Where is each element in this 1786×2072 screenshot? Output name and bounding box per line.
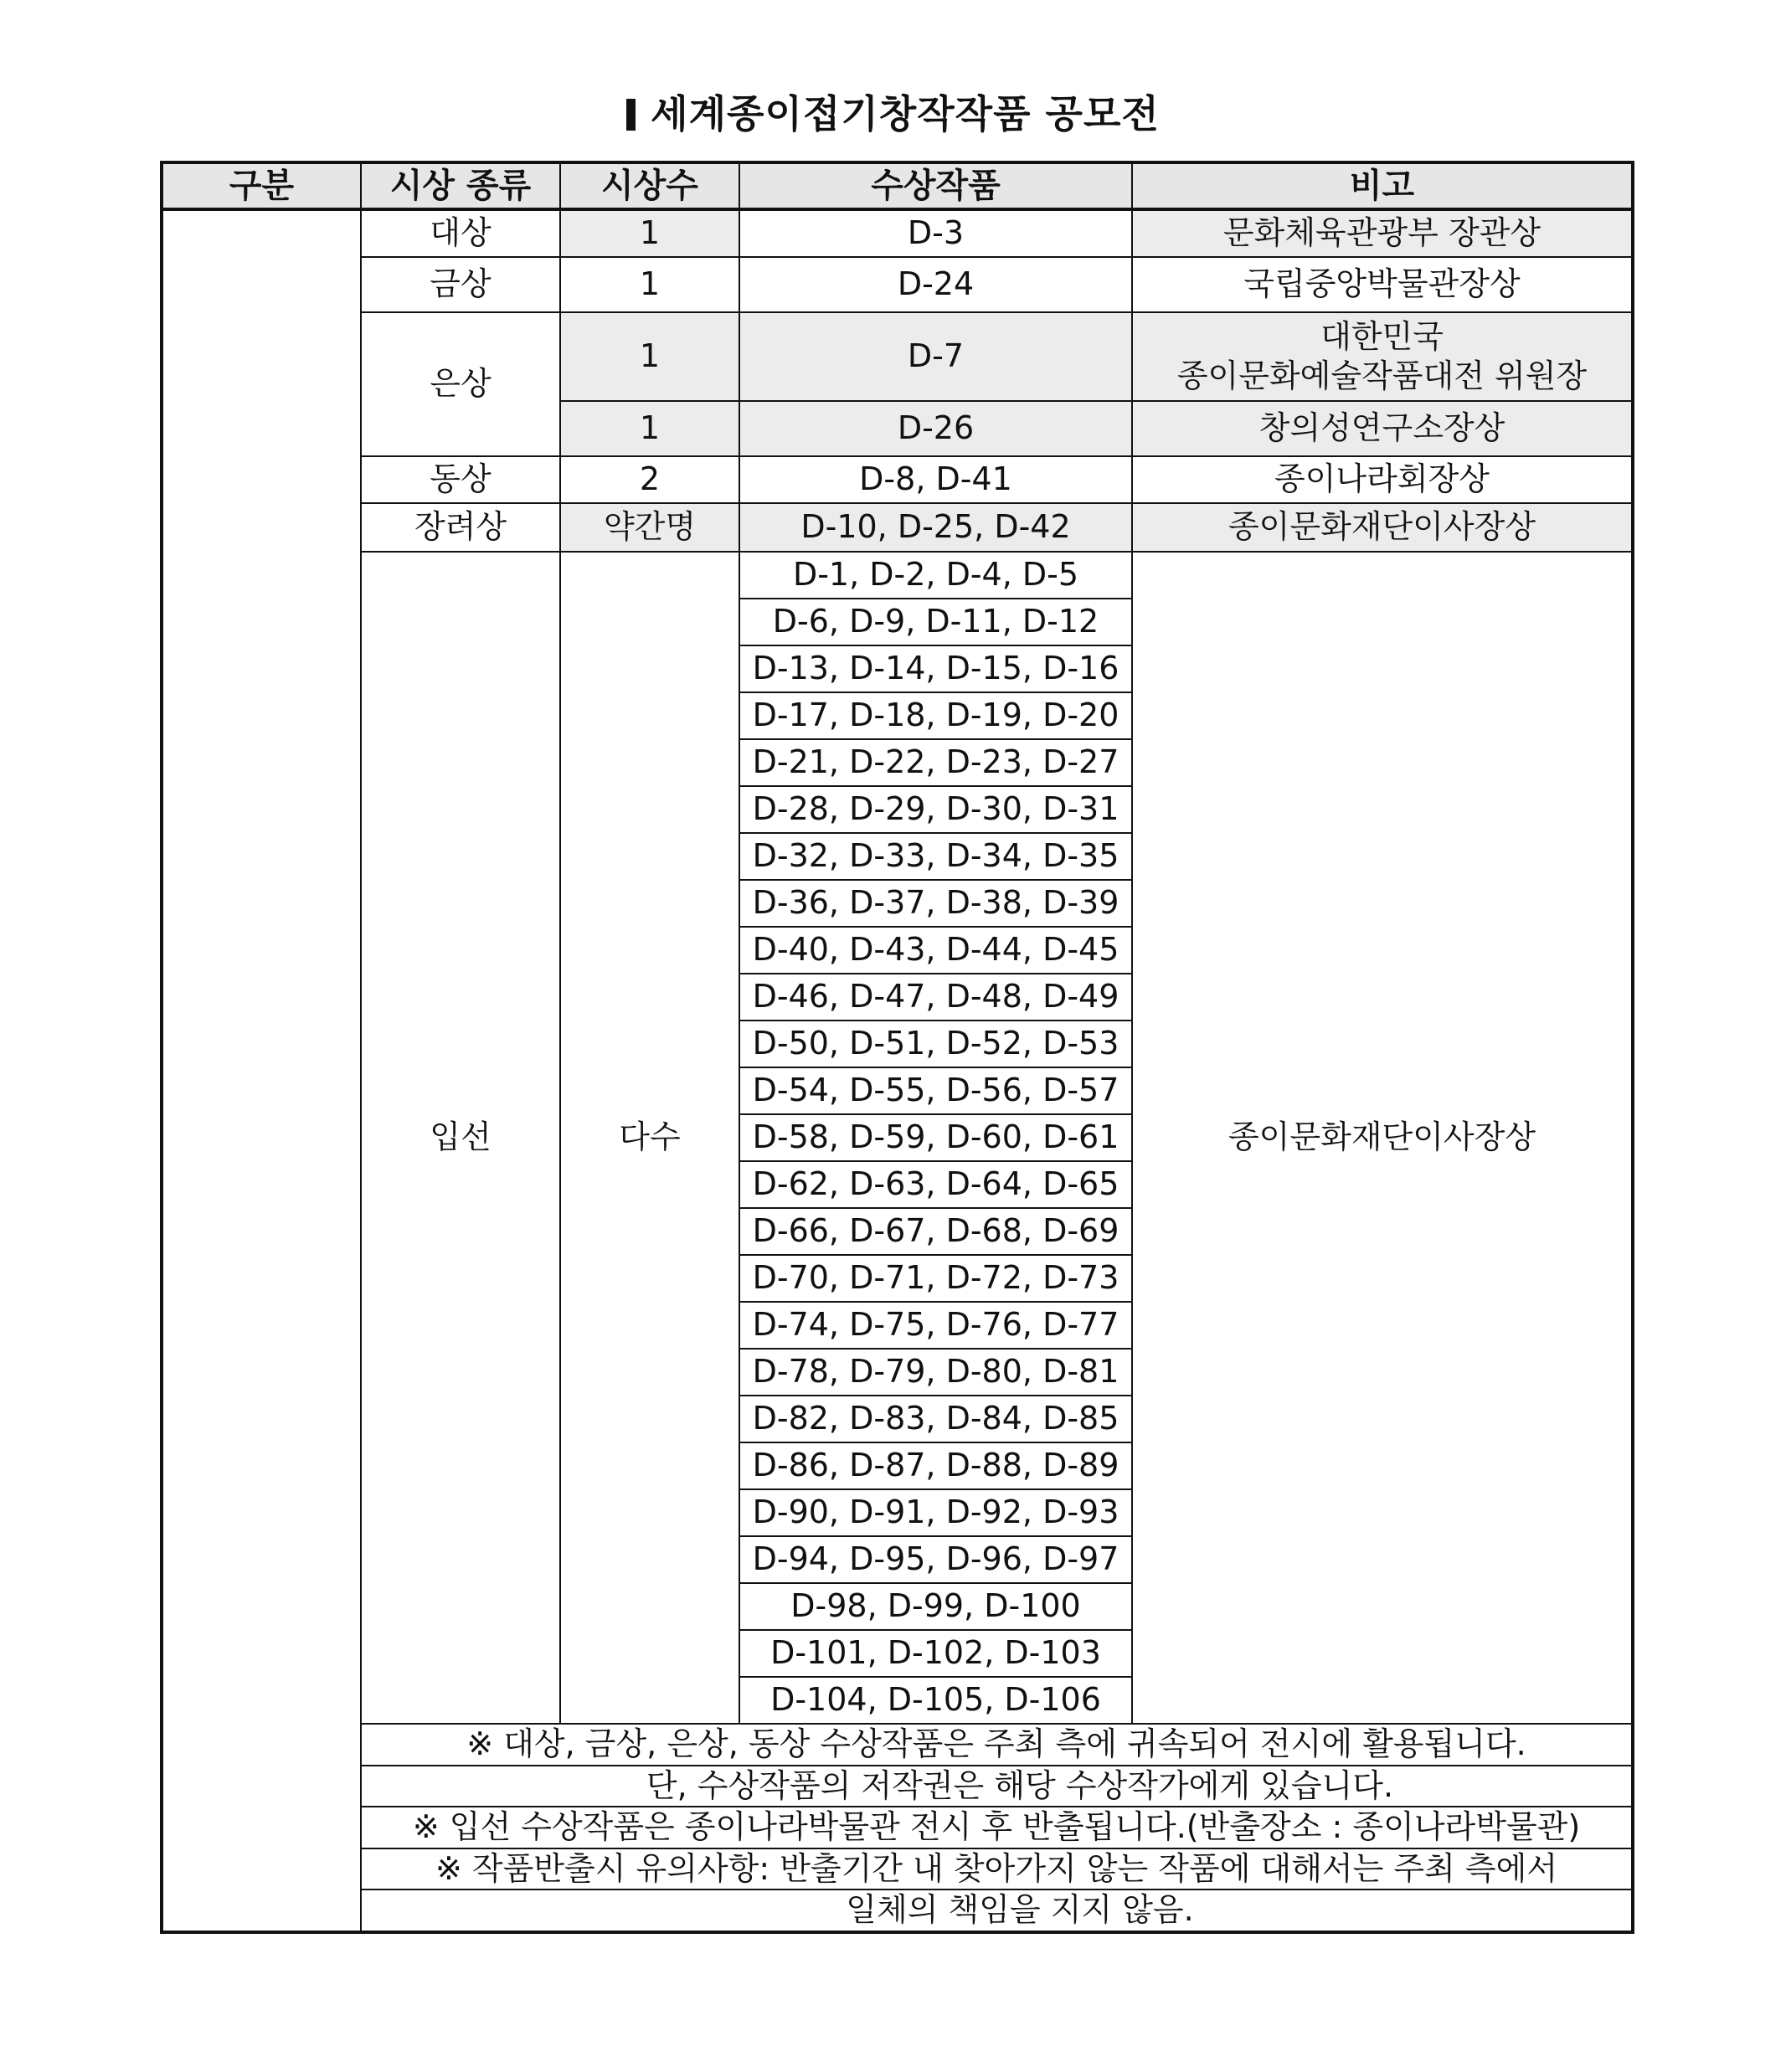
works-ipseon-line: D-40, D-43, D-44, D-45 xyxy=(739,927,1132,974)
works-ipseon-line: D-62, D-63, D-64, D-65 xyxy=(739,1161,1132,1208)
title-bullet-icon xyxy=(626,99,636,131)
row-daesang xyxy=(162,209,1633,257)
works-eunsang-2: D-26 xyxy=(739,401,1132,456)
note-text: 단, 수상작품의 저작권은 해당 수상작가에게 있습니다. xyxy=(361,1766,1633,1807)
note-text: 일체의 책임을 지지 않음. xyxy=(361,1889,1633,1932)
works-jangryeo: D-10, D-25, D-42 xyxy=(739,503,1132,552)
remarks-jangryeo: 종이문화재단이사장상 xyxy=(1132,503,1633,552)
header-gubun: 구분 xyxy=(162,162,361,209)
works-ipseon-line: D-36, D-37, D-38, D-39 xyxy=(739,880,1132,927)
note-row xyxy=(162,1807,1633,1848)
works-ipseon-line: D-101, D-102, D-103 xyxy=(739,1630,1132,1677)
works-ipseon-line: D-104, D-105, D-106 xyxy=(739,1677,1132,1724)
row-geumsang xyxy=(162,257,1633,312)
works-ipseon-line: D-90, D-91, D-92, D-93 xyxy=(739,1489,1132,1536)
works-ipseon-line: D-86, D-87, D-88, D-89 xyxy=(739,1442,1132,1489)
works-eunsang-1: D-7 xyxy=(739,312,1132,401)
works-ipseon-line: D-58, D-59, D-60, D-61 xyxy=(739,1114,1132,1161)
works-ipseon-line: D-74, D-75, D-76, D-77 xyxy=(739,1302,1132,1349)
works-geumsang: D-24 xyxy=(739,257,1132,312)
note-text: ※ 입선 수상작품은 종이나라박물관 전시 후 반출됩니다.(반출장소 : 종이나라박물관) xyxy=(361,1807,1633,1848)
works-ipseon-line: D-46, D-47, D-48, D-49 xyxy=(739,974,1132,1021)
works-ipseon-line: D-82, D-83, D-84, D-85 xyxy=(739,1396,1132,1442)
page-title xyxy=(0,80,1786,147)
works-ipseon-line: D-28, D-29, D-30, D-31 xyxy=(739,786,1132,833)
works-ipseon-line: D-1, D-2, D-4, D-5 xyxy=(739,552,1132,599)
header-award-type: 시상 종류 xyxy=(361,162,560,209)
header-row xyxy=(162,162,1633,209)
works-daesang: D-3 xyxy=(739,209,1132,257)
count-jangryeo: 약간명 xyxy=(560,503,739,552)
works-ipseon-line: D-66, D-67, D-68, D-69 xyxy=(739,1208,1132,1255)
remarks-dongsang: 종이나라회장상 xyxy=(1132,456,1633,503)
row-eunsang-1 xyxy=(162,312,1633,401)
count-eunsang-1: 1 xyxy=(560,312,739,401)
note-row xyxy=(162,1766,1633,1807)
gubun-cell xyxy=(162,209,361,1932)
works-ipseon-line: D-21, D-22, D-23, D-27 xyxy=(739,739,1132,786)
count-eunsang-2: 1 xyxy=(560,401,739,456)
count-geumsang: 1 xyxy=(560,257,739,312)
award-ipseon: 입선 xyxy=(361,552,560,1724)
remarks-eunsang-1-line1: 대한민국 xyxy=(1320,317,1444,355)
count-daesang: 1 xyxy=(560,209,739,257)
remarks-ipseon: 종이문화재단이사장상 xyxy=(1132,552,1633,1724)
award-jangryeo: 장려상 xyxy=(361,503,560,552)
works-ipseon-line: D-98, D-99, D-100 xyxy=(739,1583,1132,1630)
remarks-eunsang-1 xyxy=(1132,312,1633,401)
award-geumsang: 금상 xyxy=(361,257,560,312)
works-ipseon-line: D-50, D-51, D-52, D-53 xyxy=(739,1021,1132,1067)
note-text: ※ 대상, 금상, 은상, 동상 수상작품은 주최 측에 귀속되어 전시에 활용됩니다. xyxy=(361,1724,1633,1766)
header-remarks: 비고 xyxy=(1132,162,1633,209)
works-ipseon-line: D-54, D-55, D-56, D-57 xyxy=(739,1067,1132,1114)
note-row xyxy=(162,1848,1633,1890)
works-ipseon-line: D-13, D-14, D-15, D-16 xyxy=(739,645,1132,692)
works-ipseon-line: D-32, D-33, D-34, D-35 xyxy=(739,833,1132,880)
row-jangryeo xyxy=(162,503,1633,552)
row-ipseon xyxy=(162,552,1633,599)
award-daesang: 대상 xyxy=(361,209,560,257)
remarks-geumsang: 국립중앙박물관장상 xyxy=(1132,257,1633,312)
row-dongsang xyxy=(162,456,1633,503)
note-text: ※ 작품반출시 유의사항: 반출기간 내 찾아가지 않는 작품에 대해서는 주최 측에서 xyxy=(361,1848,1633,1890)
awards-table xyxy=(160,161,1634,1934)
header-works: 수상작품 xyxy=(739,162,1132,209)
works-dongsang: D-8, D-41 xyxy=(739,456,1132,503)
remarks-daesang: 문화체육관광부 장관상 xyxy=(1132,209,1633,257)
note-row xyxy=(162,1889,1633,1932)
award-eunsang: 은상 xyxy=(361,312,560,456)
count-ipseon: 다수 xyxy=(560,552,739,1724)
count-dongsang: 2 xyxy=(560,456,739,503)
remarks-eunsang-2: 창의성연구소장상 xyxy=(1132,401,1633,456)
works-ipseon-line: D-17, D-18, D-19, D-20 xyxy=(739,692,1132,739)
header-count: 시상수 xyxy=(560,162,739,209)
remarks-eunsang-1-line2: 종이문화예술작품대전 위원장 xyxy=(1176,357,1588,394)
page-title-text: 세계종이접기창작작품 공모전 xyxy=(651,91,1160,136)
works-ipseon-line: D-6, D-9, D-11, D-12 xyxy=(739,599,1132,645)
works-ipseon-line: D-94, D-95, D-96, D-97 xyxy=(739,1536,1132,1583)
note-row xyxy=(162,1724,1633,1766)
works-ipseon-line: D-78, D-79, D-80, D-81 xyxy=(739,1349,1132,1396)
award-dongsang: 동상 xyxy=(361,456,560,503)
works-ipseon-line: D-70, D-71, D-72, D-73 xyxy=(739,1255,1132,1302)
